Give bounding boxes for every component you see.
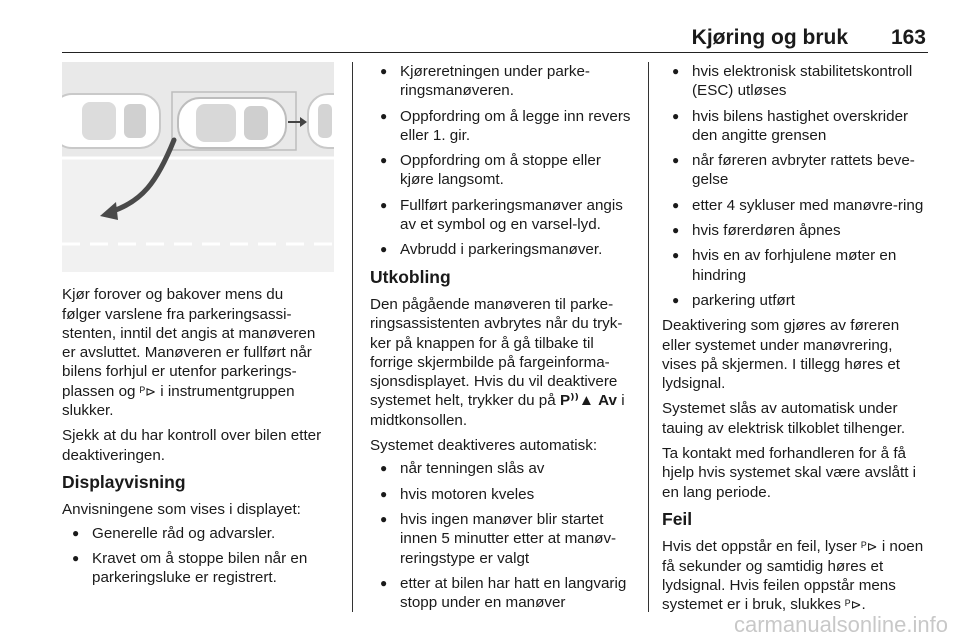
column-1: [62, 62, 344, 593]
list-item: ● hvis elektronisk stabilitetskontroll (ESC) utløses: [662, 62, 930, 101]
auto-deactivation-list-continued: [662, 62, 930, 310]
list-item: ● hvis førerdøren åpnes: [662, 221, 930, 240]
fault-paragraph: Hvis det oppstår en feil, lyser ᴾ⊳ i noen få sekunder og samtidig høres et lydsignal. Hvis feilen oppstår mens systemet er i bruk, slukkes ᴾ⊳.: [662, 538, 924, 614]
list-item: ● Kravet om å stoppe bilen når en parkeringsluke er registrert.: [62, 549, 344, 588]
parking-maneuver-illustration: [62, 62, 334, 272]
list-item: ● hvis motoren kveles: [370, 485, 638, 504]
list-item: ● hvis bilens hastighet overskrider den angitte grensen: [662, 107, 930, 146]
list-item: ● når tenningen slås av: [370, 459, 638, 478]
park-assist-button-icon: P⁾⁾▲: [559, 392, 594, 410]
driver-deactivation-paragraph: Deaktivering som gjøres av føreren eller systemet under manøvrering, vises på skjermen. I tillegg høres et lydsignal.: [662, 317, 901, 393]
list-item: ● Fullført parkeringsmanøver angis av et symbol og en varsel-lyd.: [370, 196, 638, 235]
column-divider-1: [352, 62, 353, 612]
list-item: ● Oppfordring om å stoppe eller kjøre langsomt.: [370, 151, 638, 190]
list-item: ● etter 4 sykluser med manøvre-ring: [662, 196, 930, 215]
heading-displayvisning: Displayvisning: [62, 471, 186, 492]
watermark: carmanualsonline.info: [733, 612, 948, 637]
display-bullet-list-continued: [370, 62, 638, 260]
maneuvering-car-icon: [178, 98, 286, 148]
list-item: ● etter at bilen har hatt en langvarig stopp under en manøver: [370, 574, 638, 613]
parked-car-right-icon: [308, 94, 334, 148]
instruction-paragraph: Kjør forover og bakover mens du følger varslene fra parkeringsassi- stenten, inntil det angis at manøveren er avsluttet. Manøveren er fullført når bilens forhjul er utenfor parkerings- plassen og ᴾ⊳ i instrumentgruppen slukker.: [62, 286, 316, 420]
list-item: ● hvis en av forhjulene møter en hindring: [662, 246, 930, 285]
list-item: ● Kjøreretningen under parke-ringsmanøveren.: [370, 62, 638, 101]
auto-deactivation-intro: Systemet deaktiveres automatisk:: [370, 437, 598, 455]
heading-utkobling: Utkobling: [370, 266, 451, 287]
list-item: ● Oppfordring om å legge inn revers eller 1. gir.: [370, 107, 638, 146]
column-divider-2: [648, 62, 649, 612]
list-item: ● hvis ingen manøver blir startet innen 5 minutter etter at manøv-reringstype er valgt: [370, 510, 638, 568]
list-item: ● parkering utført: [662, 291, 930, 310]
utkobling-paragraph: Den pågående manøveren til parke-ringsassistenten avbrytes når du tryk-ker på knappen for å gå tilbake til forrige skjermbilde på fargeinforma-sjonsdisplayet. Hvis du vil deaktivere systemet helt, trykker du på P⁾⁾▲ Av i midtkonsollen.: [370, 295, 625, 429]
display-bullet-list: [62, 524, 344, 588]
auto-deactivation-list: [370, 459, 638, 612]
column-3: [662, 62, 930, 620]
page-number: 163: [890, 26, 926, 49]
heading-feil: Feil: [662, 508, 693, 529]
dealer-paragraph: Ta kontakt med forhandleren for å få hjelp hvis systemet skal være avslått i en lang periode.: [662, 445, 917, 501]
page-header: [62, 24, 928, 53]
list-item: ● Generelle råd og advarsler.: [62, 524, 344, 543]
parked-car-left-icon: [62, 94, 160, 148]
display-intro: Anvisningene som vises i displayet:: [62, 501, 301, 519]
section-title: Kjøring og bruk: [691, 26, 848, 49]
parking-assist-icon: ᴾ⊳: [845, 597, 862, 613]
list-item: ● Avbrudd i parkeringsmanøver.: [370, 240, 638, 259]
parking-assist-icon: ᴾ⊳: [139, 383, 157, 399]
column-2: [370, 62, 638, 618]
list-item: ● når føreren avbryter rattets beve-gelse: [662, 151, 930, 190]
control-paragraph: Sjekk at du har kontroll over bilen etter deaktiveringen.: [62, 427, 322, 464]
trailer-paragraph: Systemet slås av automatisk under tauing av elektrisk tilkoblet tilhenger.: [662, 400, 906, 437]
parking-assist-icon: ᴾ⊳: [861, 539, 878, 555]
